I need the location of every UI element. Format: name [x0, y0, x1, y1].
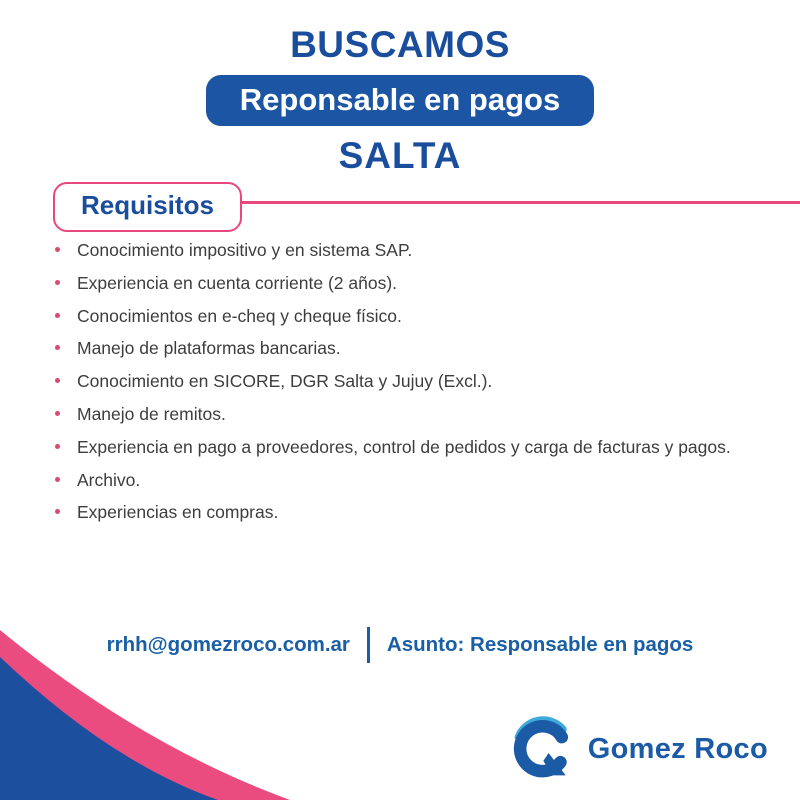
requirement-text: Manejo de plataformas bancarias. — [77, 338, 341, 359]
requirement-text: Experiencia en cuenta corriente (2 años). — [77, 272, 398, 293]
requirements-list — [55, 240, 775, 535]
requirement-item — [55, 470, 775, 503]
location-text: SALTA — [338, 134, 462, 176]
requirement-item — [55, 404, 775, 437]
headline: BUSCAMOS — [290, 24, 510, 65]
requirement-text: Experiencia en pago a proveedores, control de pedidos y carga de facturas y pagos. — [77, 436, 731, 457]
brand-name: Gomez Roco — [587, 732, 768, 765]
brand-logo — [509, 712, 768, 786]
requirement-item — [55, 437, 775, 470]
bullet-dot-icon — [55, 345, 60, 350]
bullet-dot-icon — [55, 247, 60, 252]
requirement-text: Conocimientos en e-cheq y cheque físico. — [77, 305, 402, 326]
requirement-item — [55, 502, 775, 535]
role-badge: Reponsable en pagos — [206, 75, 594, 126]
contact-email: rrhh@gomezroco.com.ar — [106, 633, 350, 656]
requirements-section-label: Requisitos — [81, 190, 214, 220]
contact-divider — [367, 627, 370, 663]
contact-subject: Asunto: Responsable en pagos — [386, 633, 694, 656]
bullet-dot-icon — [55, 509, 60, 514]
bullet-dot-icon — [55, 280, 60, 285]
bullet-dot-icon — [55, 378, 60, 383]
requirements-section-box — [53, 182, 242, 232]
requirement-text: Conocimiento en SICORE, DGR Salta y Jujuy (Excl.). — [77, 371, 493, 392]
gomez-roco-q-swoosh-icon — [509, 712, 575, 786]
requirement-item — [55, 338, 775, 371]
requirement-text: Conocimiento impositivo y en sistema SAP. — [77, 240, 413, 260]
bullet-dot-icon — [55, 313, 60, 318]
corner-wave-decoration — [0, 620, 300, 800]
bullet-dot-icon — [55, 444, 60, 449]
bullet-dot-icon — [55, 477, 60, 482]
flyer-header — [0, 24, 800, 177]
requirement-text: Archivo. — [77, 469, 141, 490]
requirement-text: Experiencias en compras. — [77, 502, 279, 523]
requirement-text: Manejo de remitos. — [77, 403, 226, 424]
requirement-item — [55, 306, 775, 339]
bullet-dot-icon — [55, 411, 60, 416]
requirement-item — [55, 371, 775, 404]
requirement-item — [55, 273, 775, 306]
requirement-item — [55, 240, 775, 273]
